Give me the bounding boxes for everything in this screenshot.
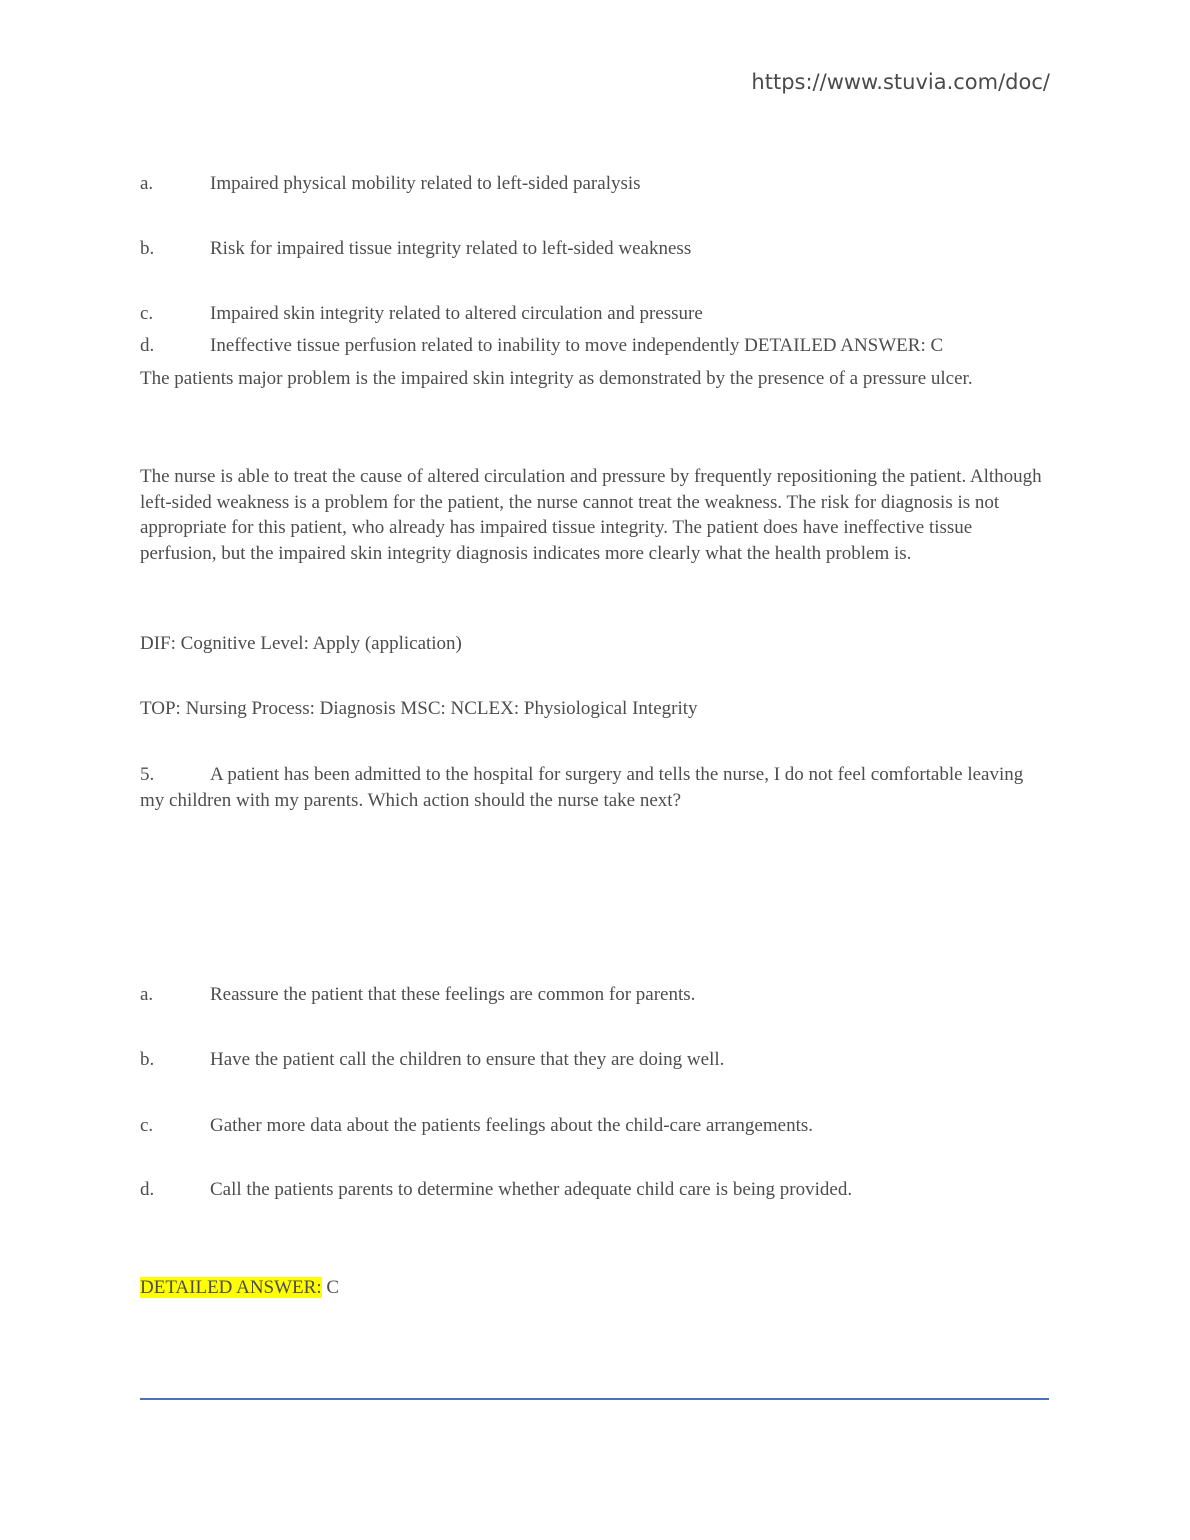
- question-text: A patient has been admitted to the hospital for surgery and tells the nurse, I do not feel comfortable leaving my children with my parents. Which action should the nurse take next?: [140, 764, 1024, 811]
- q5-answer: [140, 1275, 1050, 1301]
- q5-option-d: [140, 1177, 1050, 1203]
- answer-label: DETAILED ANSWER:: [140, 1277, 322, 1298]
- q4-topic: TOP: Nursing Process: Diagnosis MSC: NCLEX: Physiological Integrity: [140, 698, 698, 719]
- q4-option-c: [140, 301, 1050, 327]
- q4-option-d: [140, 333, 1050, 359]
- question-number: 5.: [140, 764, 155, 785]
- q4-difficulty: DIF: Cognitive Level: Apply (application): [140, 633, 462, 654]
- option-text: Gather more data about the patients feelings about the child-care arrangements.: [210, 1115, 813, 1136]
- option-letter: c.: [140, 303, 154, 324]
- option-text: Reassure the patient that these feelings are common for parents.: [210, 984, 696, 1005]
- option-letter: c.: [140, 1115, 154, 1136]
- q5-option-a: [140, 982, 1050, 1008]
- q5-option-b: [140, 1047, 1050, 1073]
- option-text: Call the patients parents to determine whether adequate child care is being provided.: [210, 1179, 853, 1200]
- option-text: Risk for impaired tissue integrity related to left-sided weakness: [210, 238, 692, 259]
- q4-answer-summary: The patients major problem is the impaired skin integrity as demonstrated by the presence of a pressure ulcer.: [140, 368, 973, 389]
- option-text: Ineffective tissue perfusion related to inability to move independently DETAILED ANSWER: C: [210, 335, 944, 356]
- footer-divider: [140, 1398, 1049, 1400]
- option-text: Impaired physical mobility related to left-sided paralysis: [210, 173, 641, 194]
- option-letter: b.: [140, 238, 155, 259]
- q4-option-a: [140, 171, 1050, 197]
- option-text: Impaired skin integrity related to altered circulation and pressure: [210, 303, 703, 324]
- q4-option-b: [140, 236, 1050, 262]
- q5-option-c: [140, 1113, 1050, 1139]
- header-url: https://www.stuvia.com/doc/: [751, 70, 1050, 94]
- option-letter: b.: [140, 1049, 155, 1070]
- option-text: Have the patient call the children to ensure that they are doing well.: [210, 1049, 725, 1070]
- answer-value: C: [321, 1277, 340, 1298]
- q5-stem: [140, 762, 1050, 813]
- q4-rationale: The nurse is able to treat the cause of altered circulation and pressure by frequently repositioning the patient. Although left-sided weakness is a problem for the patient, the nurse cannot treat the weakness. The risk for diagnosis is not appropriate for this patient, who already has impaired tissue integrity. The patient does have ineffective tissue perfusion, but the impaired skin integrity diagnosis indicates more clearly what the health problem is.: [140, 466, 1042, 564]
- option-letter: a.: [140, 173, 154, 194]
- option-letter: d.: [140, 335, 155, 356]
- option-letter: a.: [140, 984, 154, 1005]
- option-letter: d.: [140, 1179, 155, 1200]
